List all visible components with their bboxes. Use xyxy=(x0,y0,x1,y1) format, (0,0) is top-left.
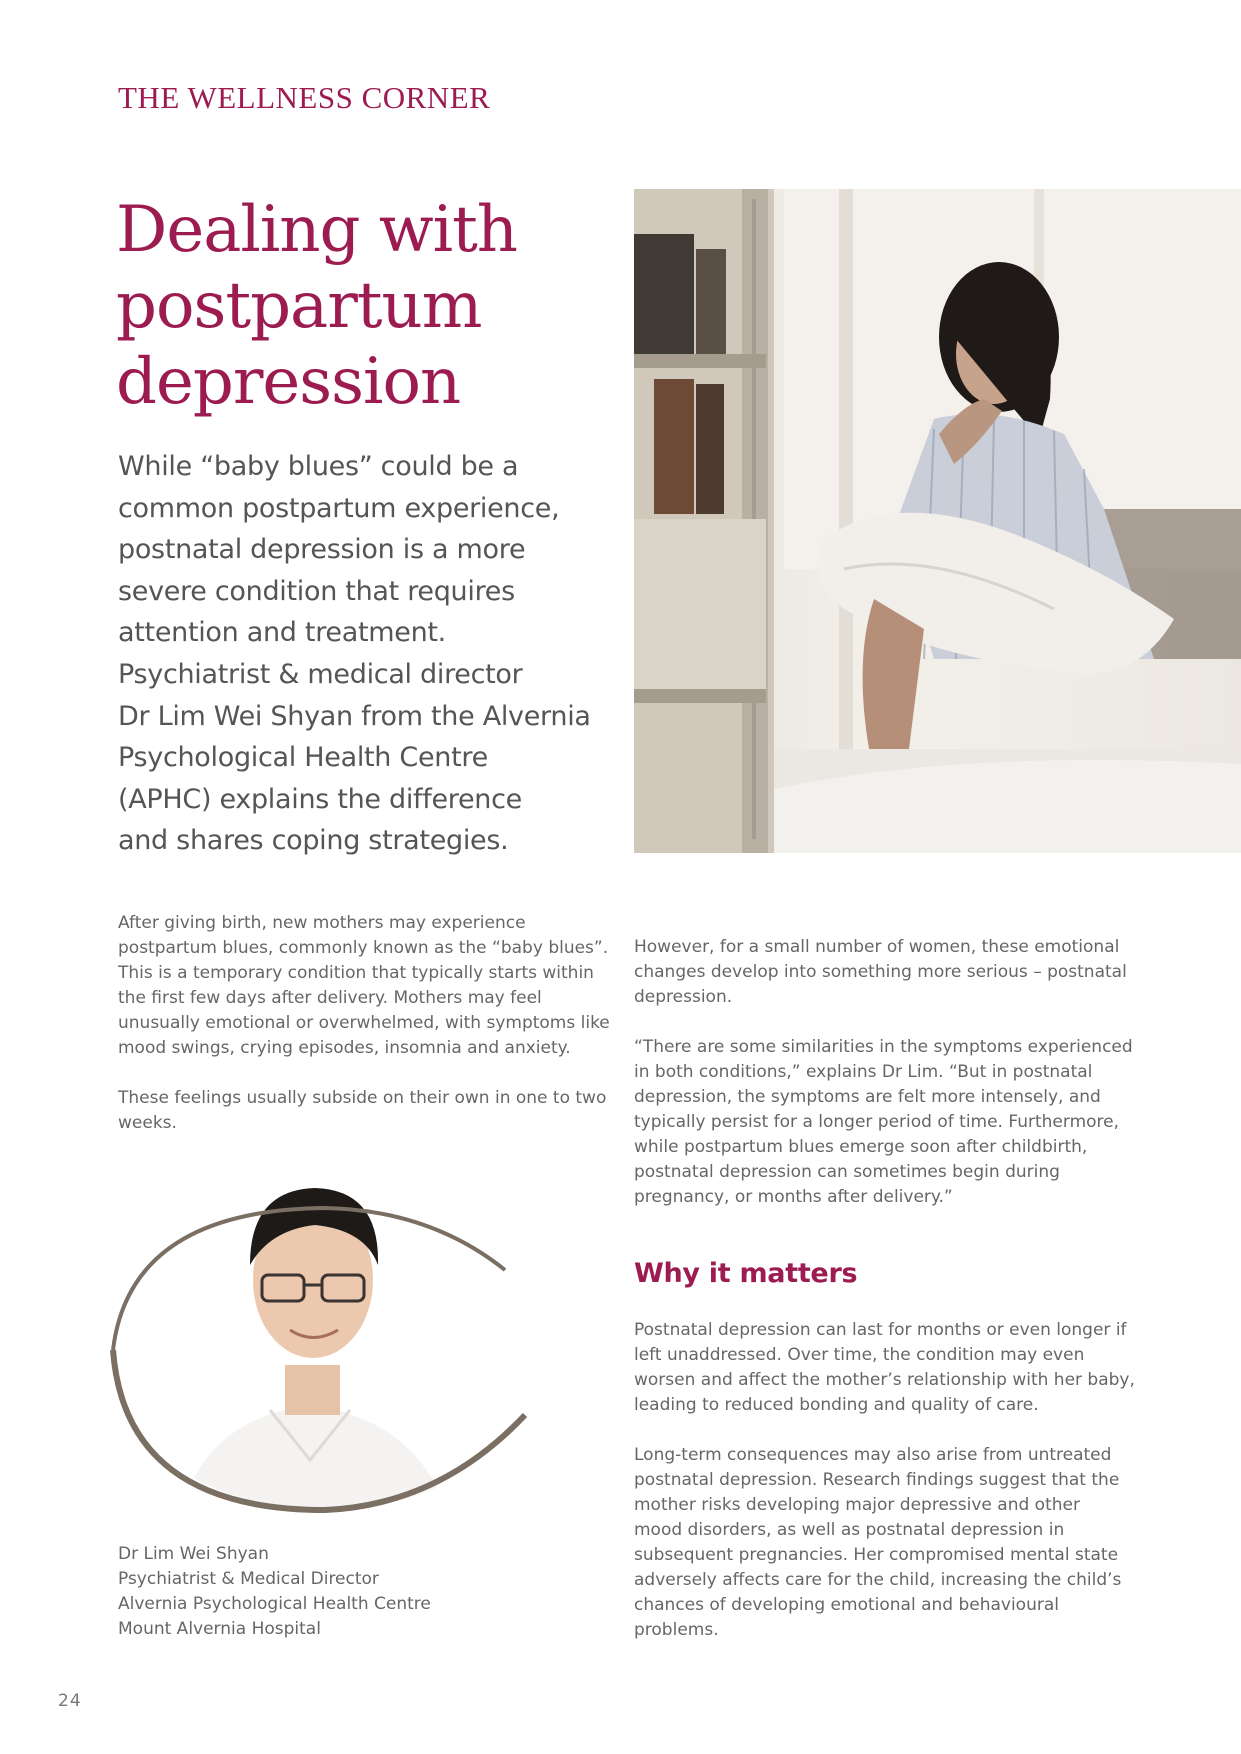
lead-line: severe condition that requires xyxy=(118,575,515,607)
body-paragraph xyxy=(118,911,608,1061)
body-line: problems. xyxy=(634,1620,719,1640)
body-line: adversely affects care for the child, increasing the child’s xyxy=(634,1570,1122,1590)
body-line: However, for a small number of women, these emotional xyxy=(634,937,1120,957)
lead-line: Dr Lim Wei Shyan from the Alvernia xyxy=(118,700,591,732)
caption-line: Alvernia Psychological Health Centre xyxy=(118,1594,431,1614)
body-line: weeks. xyxy=(118,1113,177,1133)
title-line: Dealing with xyxy=(116,193,517,267)
body-line: mood disorders, as well as postnatal depression in xyxy=(634,1520,1065,1540)
body-line: left unaddressed. Over time, the condition may even xyxy=(634,1345,1085,1365)
caption-line: Psychiatrist & Medical Director xyxy=(118,1569,379,1589)
body-column-right-bottom xyxy=(634,1318,1135,1668)
body-line: mood swings, crying episodes, insomnia and anxiety. xyxy=(118,1038,571,1058)
body-paragraph xyxy=(634,1443,1124,1643)
caption-line: Mount Alvernia Hospital xyxy=(118,1619,321,1639)
body-column-right-top xyxy=(634,935,1133,1235)
body-line: postnatal depression can sometimes begin during xyxy=(634,1162,1060,1182)
lead-line: attention and treatment. xyxy=(118,617,446,649)
body-line: changes develop into something more serious – postnatal xyxy=(634,962,1127,982)
body-line: mother risks developing major depressive and other xyxy=(634,1495,1080,1515)
body-paragraph xyxy=(634,1318,1135,1418)
body-line: worsen and affect the mother’s relationship with her baby, xyxy=(634,1370,1135,1390)
body-line: Long-term consequences may also arise from untreated xyxy=(634,1445,1112,1465)
caption-line: Dr Lim Wei Shyan xyxy=(118,1544,269,1564)
body-paragraph xyxy=(118,1086,608,1136)
lead-paragraph xyxy=(118,446,618,862)
lead-line: While “baby blues” could be a xyxy=(118,451,519,482)
body-paragraph xyxy=(634,1035,1133,1210)
hero-photo xyxy=(634,189,1241,853)
body-line: After giving birth, new mothers may experience xyxy=(118,913,526,933)
body-paragraph xyxy=(634,935,1127,1010)
body-line: while postpartum blues emerge soon after childbirth, xyxy=(634,1137,1088,1157)
lead-line: Psychological Health Centre xyxy=(118,742,488,774)
body-line: depression, the symptoms are felt more intensely, and xyxy=(634,1087,1101,1107)
body-line: unusually emotional or overwhelmed, with symptoms like xyxy=(118,1013,610,1033)
section-label: THE WELLNESS CORNER xyxy=(118,80,491,115)
portrait-caption xyxy=(118,1542,538,1642)
body-line: postpartum blues, commonly known as the “baby blues”. xyxy=(118,938,609,958)
subheading-why-it-matters: Why it matters xyxy=(634,1258,858,1289)
body-line: These feelings usually subside on their own in one to two xyxy=(118,1088,607,1108)
body-line: Postnatal depression can last for months or even longer if xyxy=(634,1320,1127,1340)
lead-line: common postpartum experience, xyxy=(118,492,560,524)
body-line: postnatal depression. Research findings suggest that the xyxy=(634,1470,1120,1490)
body-line: leading to reduced bonding and quality of care. xyxy=(634,1395,1039,1415)
body-line: This is a temporary condition that typically starts within xyxy=(118,963,594,983)
body-line: in both conditions,” explains Dr Lim. “But in postnatal xyxy=(634,1062,1093,1082)
lead-line: and shares coping strategies. xyxy=(118,825,509,857)
body-line: subsequent pregnancies. Her compromised mental state xyxy=(634,1545,1119,1565)
body-column-left xyxy=(118,911,608,1161)
title-line: postpartum xyxy=(116,269,482,343)
woman-with-pillow-illustration xyxy=(634,189,1241,853)
body-line: typically persist for a longer period of time. Furthermore, xyxy=(634,1112,1120,1132)
body-line: depression. xyxy=(634,987,733,1007)
lead-line: (APHC) explains the difference xyxy=(118,783,522,815)
author-portrait xyxy=(110,1170,570,1520)
lead-line: Psychiatrist & medical director xyxy=(118,658,523,690)
body-line: “There are some similarities in the symptoms experienced xyxy=(634,1037,1133,1057)
title-line: depression xyxy=(116,345,461,419)
lead-line: postnatal depression is a more xyxy=(118,534,526,566)
body-line: pregnancy, or months after delivery.” xyxy=(634,1187,953,1207)
page-number: 24 xyxy=(58,1691,82,1711)
body-line: chances of developing emotional and behavioural xyxy=(634,1595,1059,1615)
doctor-portrait-illustration xyxy=(110,1170,570,1520)
article-title xyxy=(116,192,616,420)
body-line: the first few days after delivery. Mothers may feel xyxy=(118,988,542,1008)
